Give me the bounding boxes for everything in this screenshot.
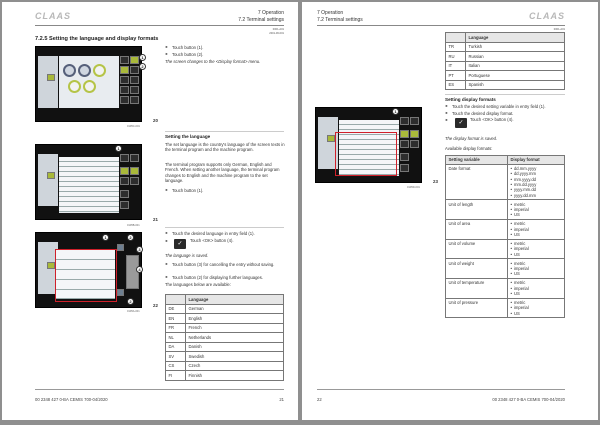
ok-button-icon: ✓ bbox=[455, 118, 467, 128]
figure-number: 23 bbox=[433, 179, 438, 184]
page-22 bbox=[302, 2, 598, 420]
callout-1: 1 bbox=[392, 108, 399, 115]
figure-number: 22 bbox=[153, 303, 158, 308]
table-row: TR Turkish bbox=[446, 42, 565, 52]
table-row: CS Czech bbox=[166, 361, 284, 371]
language-table-1: Language DE German EN English FR French NL Netherlands DA Danish SV Swedish CS Czech FI Finnish bbox=[165, 294, 284, 381]
callout-1: 1 bbox=[102, 234, 109, 241]
callout-4: 4 bbox=[136, 266, 143, 273]
screen-icon bbox=[47, 262, 55, 269]
screen-sidebar bbox=[38, 154, 58, 206]
header-rule bbox=[317, 25, 565, 26]
result-text: The language is saved. bbox=[165, 253, 209, 258]
figure-code: 0105A-001 bbox=[127, 310, 140, 313]
result-text: The display format is saved. bbox=[445, 136, 498, 141]
language-table-2: Language TR Turkish RU Russian IT Italian PT Portuguese ES Spanish bbox=[445, 32, 565, 90]
step: ► Touch button (3) for cancelling the entry without saving. bbox=[165, 262, 285, 267]
table-row: Unit of weight • metric • imperial • US bbox=[446, 259, 565, 279]
page-number: 22 bbox=[317, 397, 322, 402]
page-header bbox=[317, 10, 363, 23]
gauge bbox=[83, 80, 96, 93]
page-number: 21 bbox=[279, 397, 284, 402]
table-row: Unit of pressure • metric • imperial • US bbox=[446, 298, 565, 318]
table-row: NL Netherlands bbox=[166, 333, 284, 343]
table-row: DE German bbox=[166, 304, 284, 314]
step-text: Touch <OK> button (4). bbox=[190, 238, 234, 243]
figure-code: 0105B-001 bbox=[127, 224, 140, 227]
step: ► Touch the desired language in entry field (1). bbox=[165, 231, 285, 236]
header-section: 7.2 Terminal settings bbox=[317, 16, 363, 23]
screen-button bbox=[120, 66, 129, 74]
doc-code: 0001-A01 bbox=[553, 28, 565, 31]
screen-button bbox=[120, 76, 129, 84]
table-row: IT Italian bbox=[446, 61, 565, 71]
screen-sidebar bbox=[38, 56, 58, 108]
paragraph: The set language is the country's language of the screen texts in the terminal program and the machine program. bbox=[165, 142, 285, 153]
screen-button bbox=[130, 86, 139, 94]
callout-1: 1 bbox=[139, 54, 146, 61]
table-row: Unit of volume • metric • imperial • US bbox=[446, 239, 565, 259]
screen-button bbox=[130, 56, 139, 64]
paragraph: Available display formats: bbox=[445, 146, 493, 151]
table-row: Unit of temperature • metric • imperial • US bbox=[446, 279, 565, 299]
display-format-table: Setting variable Display format Date format • dd.mm.yyyy • dd.yyyy.mm • mm.yyyy.dd • mm.dd.yyyy • yyyy.mm.dd • yyyy.dd.mm Unit of length • metric • imperial • US Unit of area • metric • imperial • US Unit of volume • metric • imperial • US Unit of weight • metric • imperial • US Unit of temperature • metric • imperial • US Unit of pressure • metric • imperial • US bbox=[445, 155, 565, 318]
figure-code: 0105D-001 bbox=[407, 186, 420, 189]
screen-icon bbox=[47, 172, 55, 179]
step: ► Touch the desired display format. bbox=[445, 111, 575, 116]
table-row: Unit of length • metric • imperial • US bbox=[446, 200, 565, 220]
step: ► Touch button (2). bbox=[165, 52, 285, 57]
step: ► Touch the desired setting variable in entry field (1). bbox=[445, 104, 575, 109]
table-row: FI Finnish bbox=[166, 371, 284, 381]
gauge bbox=[68, 80, 81, 93]
header-section: 7.2 Terminal settings bbox=[238, 16, 284, 23]
screen-button bbox=[120, 86, 129, 94]
settings-list bbox=[59, 157, 119, 213]
doc-codes bbox=[269, 28, 284, 35]
claas-logo: CLAAS bbox=[35, 11, 71, 21]
figure-20-home-screen bbox=[35, 46, 142, 122]
table-row: FR French bbox=[166, 323, 284, 333]
step-text: Touch <OK> button (4). bbox=[470, 117, 514, 122]
header-chapter: 7 Operation bbox=[257, 10, 284, 16]
screen-button bbox=[130, 66, 139, 74]
figure-21-settings-list bbox=[35, 144, 142, 220]
table-row: DA Danish bbox=[166, 342, 284, 352]
callout-3: 3 bbox=[136, 246, 143, 253]
doc-code: 0001-A01 bbox=[272, 28, 284, 31]
step: ► Touch button (1). bbox=[165, 188, 285, 193]
callout-1: 1 bbox=[115, 145, 122, 152]
header-chapter: 7 Operation bbox=[317, 10, 344, 16]
entry-field-highlight bbox=[335, 132, 397, 176]
page-header bbox=[238, 10, 284, 23]
doc-code: 2001-06-001 bbox=[269, 31, 284, 35]
callout-2: 2 bbox=[127, 234, 134, 241]
screen-icon bbox=[327, 135, 335, 142]
screen-icon bbox=[47, 74, 55, 81]
screen-button bbox=[120, 56, 129, 64]
table-row: SV Swedish bbox=[166, 352, 284, 362]
paragraph: The terminal program supports only German, English and French. When setting another language, the terminal program changes to English and the machine program to the set language. bbox=[165, 162, 280, 184]
figure-number: 21 bbox=[153, 217, 158, 222]
ok-button-icon: ✓ bbox=[174, 239, 186, 249]
gauge bbox=[78, 64, 91, 77]
footer-rule bbox=[317, 389, 565, 390]
table-row: ES Spanish bbox=[446, 80, 565, 90]
footer-doc-id: 00 2348 427 0-BA CEMIS 700-04/2020 bbox=[35, 397, 108, 402]
divider bbox=[445, 94, 565, 95]
screen-button bbox=[130, 76, 139, 84]
divider bbox=[165, 227, 284, 228]
screen-button bbox=[120, 96, 129, 104]
result-text: The screen changes to the <Display format> menu. bbox=[165, 59, 261, 64]
table-row: Date format • dd.mm.yyyy • dd.yyyy.mm • mm.yyyy.dd • mm.dd.yyyy • yyyy.mm.dd • yyyy.dd.mm bbox=[446, 164, 565, 200]
callout-2: 2 bbox=[139, 63, 146, 70]
step: ► Touch button (2) for displaying further languages. bbox=[165, 275, 290, 280]
table-row: EN English bbox=[166, 314, 284, 324]
step: ► Touch button (1). bbox=[165, 45, 285, 50]
claas-logo: CLAAS bbox=[529, 11, 565, 21]
gauge bbox=[63, 64, 76, 77]
footer-rule bbox=[35, 389, 284, 390]
header-rule bbox=[35, 25, 284, 26]
figure-number: 20 bbox=[153, 118, 158, 123]
callout-2: 2 bbox=[127, 298, 134, 305]
divider bbox=[165, 131, 284, 132]
paragraph: The languages below are available: bbox=[165, 282, 231, 287]
footer-doc-id: 00 2348 427 0-BA CEMIS 700-04/2020 bbox=[492, 397, 565, 402]
subsection-title: Setting the language bbox=[165, 134, 211, 139]
entry-field-highlight bbox=[55, 249, 117, 302]
subsection-title: Setting display formats bbox=[445, 97, 496, 102]
table-row: PT Portuguese bbox=[446, 71, 565, 81]
section-title: 7.2.5 Setting the language and display formats bbox=[35, 36, 159, 42]
gauge bbox=[93, 64, 106, 77]
page-21 bbox=[2, 2, 298, 420]
screen-button bbox=[130, 96, 139, 104]
table-row: RU Russian bbox=[446, 52, 565, 62]
table-row: Unit of area • metric • imperial • US bbox=[446, 220, 565, 240]
figure-code: 0105C-001 bbox=[127, 125, 140, 128]
